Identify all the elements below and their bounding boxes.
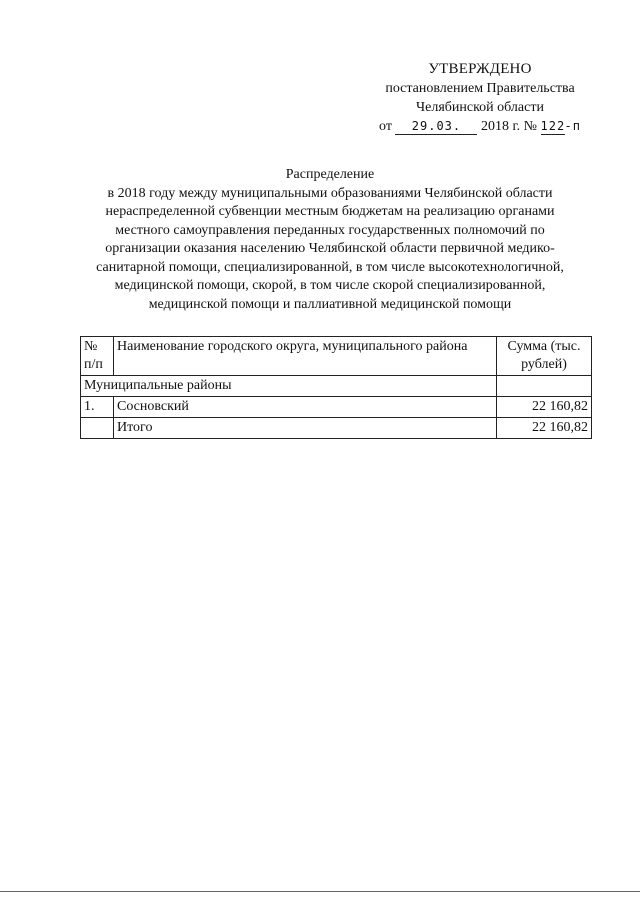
table-row [81,397,592,418]
approval-year-text: 2018 г. № [480,119,537,134]
approval-number: 122 [540,119,566,133]
total-sum: 22 160,82 [497,418,592,439]
heading-line-5: санитарной помощи, специализированной, в том числе высокотехнологичной, [96,259,564,275]
row-name: Сосновский [114,397,497,418]
document-heading [60,166,600,314]
heading-line-4: организации оказания населению Челябинской области первичной медико- [105,241,555,256]
header-sum: Сумма (тыс. рублей) [497,337,592,376]
section-sum-empty [497,376,592,397]
total-row [81,418,592,439]
heading-line-2: нераспределенной субвенции местным бюджетам на реализацию органами [105,204,555,219]
heading-line-1: в 2018 году между муниципальными образованиями Челябинской области [107,185,553,201]
approval-date: 29.03. [395,118,477,135]
approval-from-prefix: от [379,119,392,134]
approval-line-1: постановлением Правительства [385,81,575,96]
approval-date-line [330,117,630,136]
total-label: Итого [114,418,497,439]
heading-line-3: местного самоуправления переданных государственных полномочий по [115,222,545,238]
approval-title: УТВЕРЖДЕНО [428,61,532,77]
page-bottom-rule [0,891,640,892]
row-sum: 22 160,82 [497,397,592,418]
heading-line-7: медицинской помощи и паллиативной медицинской помощи [148,296,512,312]
approval-line-2: Челябинской области [416,100,544,115]
total-num-empty [81,418,114,439]
row-num: 1. [81,397,114,418]
heading-title: Распределение [285,167,375,182]
header-num: № п/п [81,337,114,376]
header-name: Наименование городского округа, муниципального района [114,337,497,376]
heading-line-6: медицинской помощи, скорой, в том числе скорой специализированной, [114,278,546,293]
approval-number-suffix: -п [564,119,581,133]
approval-stamp [330,60,630,136]
section-label: Муниципальные районы [81,376,497,397]
section-row [81,376,592,397]
table-header-row [81,337,592,376]
distribution-table [80,336,592,439]
